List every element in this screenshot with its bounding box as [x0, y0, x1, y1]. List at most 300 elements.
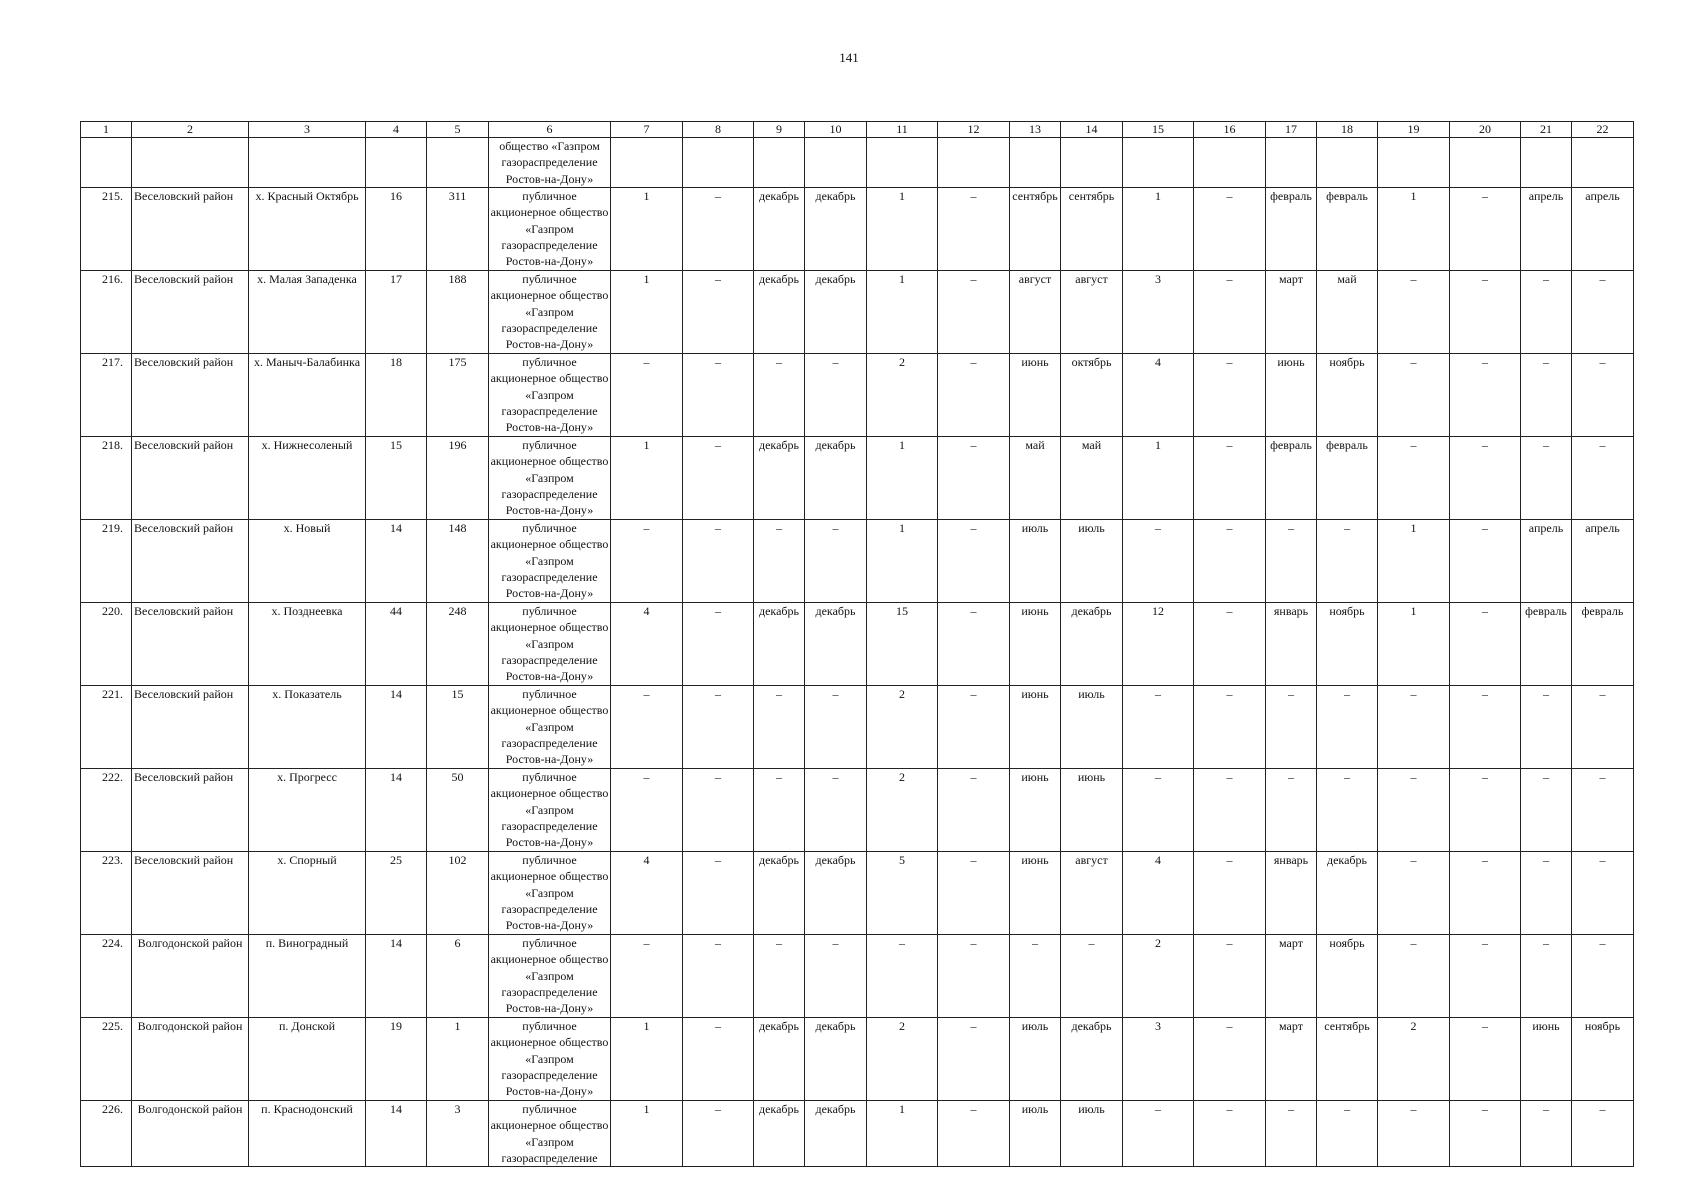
page-number: 141 [839, 50, 859, 65]
col17-cell: январь [1266, 603, 1317, 686]
col13-cell: – [1010, 935, 1061, 1018]
org-cell: публичное акционерное общество «Газпром газораспределение Ростов-на-Дону» [489, 188, 611, 271]
column-header-15: 15 [1123, 122, 1194, 138]
col11-cell: – [867, 935, 938, 1018]
district-cell: Веселовский район [132, 520, 249, 603]
col8-cell: – [683, 603, 754, 686]
col10-cell: декабрь [805, 1101, 867, 1167]
header-row [81, 122, 1634, 138]
org-cell: публичное акционерное общество «Газпром газораспределение Ростов-на-Дону» [489, 437, 611, 520]
table-row [81, 603, 1634, 686]
col12-cell: – [938, 271, 1010, 354]
col9-cell: декабрь [754, 1101, 805, 1167]
row-number: 222. [81, 769, 132, 852]
col15-cell: – [1123, 686, 1194, 769]
col19-cell: – [1378, 769, 1450, 852]
cell [249, 138, 366, 188]
row-number: 220. [81, 603, 132, 686]
cell [132, 138, 249, 188]
col4-cell: 18 [366, 354, 427, 437]
col7-cell: 1 [611, 188, 683, 271]
cell [611, 138, 683, 188]
col4-cell: 14 [366, 769, 427, 852]
settlement-cell: х. Показатель [249, 686, 366, 769]
col19-cell: – [1378, 686, 1450, 769]
col10-cell: – [805, 935, 867, 1018]
settlement-cell: х. Нижнесоленый [249, 437, 366, 520]
col4-cell: 16 [366, 188, 427, 271]
cell [754, 138, 805, 188]
col12-cell: – [938, 603, 1010, 686]
col18-cell: – [1317, 520, 1378, 603]
col13-cell: июль [1010, 1018, 1061, 1101]
col5-cell: 196 [427, 437, 489, 520]
col9-cell: декабрь [754, 852, 805, 935]
cell [867, 138, 938, 188]
col22-cell: апрель [1572, 520, 1634, 603]
col4-cell: 14 [366, 1101, 427, 1167]
table-row [81, 1018, 1634, 1101]
col7-cell: – [611, 520, 683, 603]
col16-cell: – [1194, 354, 1266, 437]
col14-cell: май [1061, 437, 1123, 520]
org-cell: публичное акционерное общество «Газпром газораспределение Ростов-на-Дону» [489, 1018, 611, 1101]
col10-cell: – [805, 354, 867, 437]
table-row [81, 852, 1634, 935]
col8-cell: – [683, 1018, 754, 1101]
col22-cell: апрель [1572, 188, 1634, 271]
col22-cell: – [1572, 852, 1634, 935]
org-cell: публичное акционерное общество «Газпром газораспределение Ростов-на-Дону» [489, 271, 611, 354]
col21-cell: апрель [1521, 188, 1572, 271]
row-number: 215. [81, 188, 132, 271]
col4-cell: 19 [366, 1018, 427, 1101]
col5-cell: 15 [427, 686, 489, 769]
col15-cell: 4 [1123, 852, 1194, 935]
col21-cell: – [1521, 271, 1572, 354]
col20-cell: – [1450, 271, 1521, 354]
col14-cell: август [1061, 852, 1123, 935]
col7-cell: – [611, 935, 683, 1018]
col19-cell: – [1378, 271, 1450, 354]
col18-cell: ноябрь [1317, 935, 1378, 1018]
col18-cell: сентябрь [1317, 1018, 1378, 1101]
col12-cell: – [938, 852, 1010, 935]
col12-cell: – [938, 437, 1010, 520]
col17-cell: – [1266, 686, 1317, 769]
table-row [81, 1101, 1634, 1167]
settlement-cell: х. Спорный [249, 852, 366, 935]
col14-cell: декабрь [1061, 603, 1123, 686]
col21-cell: – [1521, 354, 1572, 437]
col10-cell: декабрь [805, 852, 867, 935]
col13-cell: июнь [1010, 852, 1061, 935]
col18-cell: май [1317, 271, 1378, 354]
col13-cell: май [1010, 437, 1061, 520]
col11-cell: 1 [867, 1101, 938, 1167]
col14-cell: сентябрь [1061, 188, 1123, 271]
cell [1266, 138, 1317, 188]
col8-cell: – [683, 437, 754, 520]
table-row [81, 354, 1634, 437]
col5-cell: 248 [427, 603, 489, 686]
col7-cell: – [611, 769, 683, 852]
col20-cell: – [1450, 935, 1521, 1018]
cell [1194, 138, 1266, 188]
col11-cell: 1 [867, 188, 938, 271]
col14-cell: июль [1061, 686, 1123, 769]
col19-cell: – [1378, 354, 1450, 437]
col9-cell: декабрь [754, 603, 805, 686]
col18-cell: ноябрь [1317, 354, 1378, 437]
col19-cell: – [1378, 935, 1450, 1018]
col14-cell: июль [1061, 520, 1123, 603]
col21-cell: – [1521, 1101, 1572, 1167]
col12-cell: – [938, 686, 1010, 769]
col20-cell: – [1450, 852, 1521, 935]
col22-cell: февраль [1572, 603, 1634, 686]
cell [938, 138, 1010, 188]
col16-cell: – [1194, 603, 1266, 686]
col17-cell: – [1266, 1101, 1317, 1167]
col12-cell: – [938, 1018, 1010, 1101]
col21-cell: апрель [1521, 520, 1572, 603]
col18-cell: февраль [1317, 188, 1378, 271]
col18-cell: – [1317, 686, 1378, 769]
col20-cell: – [1450, 437, 1521, 520]
cell [805, 138, 867, 188]
col16-cell: – [1194, 852, 1266, 935]
col8-cell: – [683, 852, 754, 935]
col12-cell: – [938, 769, 1010, 852]
col12-cell: – [938, 354, 1010, 437]
col21-cell: февраль [1521, 603, 1572, 686]
column-header-12: 12 [938, 122, 1010, 138]
col10-cell: декабрь [805, 188, 867, 271]
col17-cell: июнь [1266, 354, 1317, 437]
col15-cell: 3 [1123, 271, 1194, 354]
col12-cell: – [938, 188, 1010, 271]
col19-cell: 1 [1378, 520, 1450, 603]
col17-cell: январь [1266, 852, 1317, 935]
col7-cell: 1 [611, 1018, 683, 1101]
col11-cell: 2 [867, 686, 938, 769]
col13-cell: июнь [1010, 354, 1061, 437]
col11-cell: 5 [867, 852, 938, 935]
col17-cell: март [1266, 1018, 1317, 1101]
table-row [81, 520, 1634, 603]
col9-cell: декабрь [754, 1018, 805, 1101]
col8-cell: – [683, 935, 754, 1018]
col9-cell: – [754, 354, 805, 437]
org-cell: публичное акционерное общество «Газпром газораспределение Ростов-на-Дону» [489, 852, 611, 935]
col4-cell: 25 [366, 852, 427, 935]
col22-cell: ноябрь [1572, 1018, 1634, 1101]
row-number: 224. [81, 935, 132, 1018]
district-cell: Веселовский район [132, 603, 249, 686]
col16-cell: – [1194, 935, 1266, 1018]
col4-cell: 17 [366, 271, 427, 354]
col20-cell: – [1450, 686, 1521, 769]
column-header-11: 11 [867, 122, 938, 138]
table-row [81, 271, 1634, 354]
row-number: 218. [81, 437, 132, 520]
col13-cell: сентябрь [1010, 188, 1061, 271]
column-header-20: 20 [1450, 122, 1521, 138]
settlement-cell: х. Прогресс [249, 769, 366, 852]
col22-cell: – [1572, 271, 1634, 354]
col16-cell: – [1194, 188, 1266, 271]
col15-cell: 1 [1123, 188, 1194, 271]
column-header-18: 18 [1317, 122, 1378, 138]
col18-cell: – [1317, 1101, 1378, 1167]
col22-cell: – [1572, 686, 1634, 769]
col11-cell: 2 [867, 354, 938, 437]
row-number: 216. [81, 271, 132, 354]
col5-cell: 188 [427, 271, 489, 354]
table-row [81, 769, 1634, 852]
col9-cell: декабрь [754, 271, 805, 354]
col10-cell: декабрь [805, 437, 867, 520]
col16-cell: – [1194, 769, 1266, 852]
col21-cell: – [1521, 935, 1572, 1018]
col16-cell: – [1194, 686, 1266, 769]
continuation-row [81, 138, 1634, 188]
col8-cell: – [683, 769, 754, 852]
col19-cell: 2 [1378, 1018, 1450, 1101]
col15-cell: 1 [1123, 437, 1194, 520]
col17-cell: – [1266, 769, 1317, 852]
col17-cell: – [1266, 520, 1317, 603]
cell [1061, 138, 1123, 188]
col21-cell: – [1521, 769, 1572, 852]
col7-cell: 4 [611, 852, 683, 935]
col18-cell: февраль [1317, 437, 1378, 520]
col15-cell: – [1123, 769, 1194, 852]
col20-cell: – [1450, 354, 1521, 437]
row-number: 219. [81, 520, 132, 603]
col10-cell: декабрь [805, 271, 867, 354]
col20-cell: – [1450, 1101, 1521, 1167]
col13-cell: июнь [1010, 769, 1061, 852]
org-cell: общество «Газпром газораспределение Ростов-на-Дону» [489, 138, 611, 188]
cell [427, 138, 489, 188]
col4-cell: 14 [366, 935, 427, 1018]
col16-cell: – [1194, 1101, 1266, 1167]
cell [1521, 138, 1572, 188]
district-cell: Веселовский район [132, 769, 249, 852]
col12-cell: – [938, 1101, 1010, 1167]
settlement-cell: х. Малая Западенка [249, 271, 366, 354]
column-header-21: 21 [1521, 122, 1572, 138]
col14-cell: июль [1061, 1101, 1123, 1167]
col17-cell: февраль [1266, 188, 1317, 271]
col7-cell: – [611, 686, 683, 769]
column-header-10: 10 [805, 122, 867, 138]
col10-cell: – [805, 686, 867, 769]
column-header-3: 3 [249, 122, 366, 138]
col5-cell: 148 [427, 520, 489, 603]
column-header-7: 7 [611, 122, 683, 138]
col13-cell: июль [1010, 1101, 1061, 1167]
col14-cell: – [1061, 935, 1123, 1018]
col20-cell: – [1450, 188, 1521, 271]
org-cell: публичное акционерное общество «Газпром газораспределение Ростов-на-Дону» [489, 686, 611, 769]
col8-cell: – [683, 354, 754, 437]
col17-cell: март [1266, 935, 1317, 1018]
table-row [81, 437, 1634, 520]
column-header-14: 14 [1061, 122, 1123, 138]
col9-cell: – [754, 935, 805, 1018]
district-cell: Веселовский район [132, 686, 249, 769]
col14-cell: июнь [1061, 769, 1123, 852]
org-cell: публичное акционерное общество «Газпром газораспределение Ростов-на-Дону» [489, 935, 611, 1018]
column-header-17: 17 [1266, 122, 1317, 138]
column-header-5: 5 [427, 122, 489, 138]
settlement-cell: п. Донской [249, 1018, 366, 1101]
col15-cell: 12 [1123, 603, 1194, 686]
col22-cell: – [1572, 354, 1634, 437]
col9-cell: декабрь [754, 188, 805, 271]
col19-cell: – [1378, 1101, 1450, 1167]
col7-cell: – [611, 354, 683, 437]
col19-cell: – [1378, 437, 1450, 520]
col10-cell: декабрь [805, 603, 867, 686]
col18-cell: декабрь [1317, 852, 1378, 935]
col21-cell: июнь [1521, 1018, 1572, 1101]
cell [1317, 138, 1378, 188]
district-cell: Веселовский район [132, 188, 249, 271]
col14-cell: октябрь [1061, 354, 1123, 437]
settlement-cell: х. Новый [249, 520, 366, 603]
row-number: 225. [81, 1018, 132, 1101]
col12-cell: – [938, 935, 1010, 1018]
col9-cell: – [754, 769, 805, 852]
org-cell: публичное акционерное общество «Газпром газораспределение Ростов-на-Дону» [489, 354, 611, 437]
row-number: 221. [81, 686, 132, 769]
col7-cell: 1 [611, 1101, 683, 1167]
col20-cell: – [1450, 520, 1521, 603]
org-cell: публичное акционерное общество «Газпром газораспределение Ростов-на-Дону» [489, 769, 611, 852]
district-cell: Волгодонской район [132, 935, 249, 1018]
col5-cell: 102 [427, 852, 489, 935]
col20-cell: – [1450, 769, 1521, 852]
col21-cell: – [1521, 686, 1572, 769]
settlement-cell: х. Маныч-Балабинка [249, 354, 366, 437]
col7-cell: 1 [611, 271, 683, 354]
col11-cell: 2 [867, 769, 938, 852]
schedule-table [80, 121, 1634, 1167]
cell [683, 138, 754, 188]
district-cell: Веселовский район [132, 437, 249, 520]
col21-cell: – [1521, 852, 1572, 935]
table-row [81, 935, 1634, 1018]
table-row [81, 686, 1634, 769]
col8-cell: – [683, 1101, 754, 1167]
district-cell: Веселовский район [132, 354, 249, 437]
col16-cell: – [1194, 271, 1266, 354]
col7-cell: 1 [611, 437, 683, 520]
col4-cell: 44 [366, 603, 427, 686]
col4-cell: 15 [366, 437, 427, 520]
col13-cell: июнь [1010, 686, 1061, 769]
col19-cell: – [1378, 852, 1450, 935]
col16-cell: – [1194, 520, 1266, 603]
col5-cell: 311 [427, 188, 489, 271]
col9-cell: – [754, 686, 805, 769]
col20-cell: – [1450, 1018, 1521, 1101]
col15-cell: 4 [1123, 354, 1194, 437]
col5-cell: 175 [427, 354, 489, 437]
org-cell: публичное акционерное общество «Газпром газораспределение Ростов-на-Дону» [489, 603, 611, 686]
col15-cell: 3 [1123, 1018, 1194, 1101]
col10-cell: – [805, 769, 867, 852]
column-header-8: 8 [683, 122, 754, 138]
settlement-cell: х. Позднеевка [249, 603, 366, 686]
district-cell: Волгодонской район [132, 1018, 249, 1101]
column-header-1: 1 [81, 122, 132, 138]
table-row [81, 188, 1634, 271]
col13-cell: июнь [1010, 603, 1061, 686]
col10-cell: – [805, 520, 867, 603]
col5-cell: 6 [427, 935, 489, 1018]
column-header-2: 2 [132, 122, 249, 138]
settlement-cell: п. Виноградный [249, 935, 366, 1018]
col22-cell: – [1572, 935, 1634, 1018]
cell [81, 138, 132, 188]
col9-cell: декабрь [754, 437, 805, 520]
col22-cell: – [1572, 437, 1634, 520]
col15-cell: 2 [1123, 935, 1194, 1018]
col22-cell: – [1572, 1101, 1634, 1167]
col18-cell: ноябрь [1317, 603, 1378, 686]
district-cell: Веселовский район [132, 271, 249, 354]
col18-cell: – [1317, 769, 1378, 852]
column-header-6: 6 [489, 122, 611, 138]
col16-cell: – [1194, 437, 1266, 520]
col19-cell: 1 [1378, 603, 1450, 686]
col11-cell: 1 [867, 437, 938, 520]
col11-cell: 1 [867, 271, 938, 354]
col21-cell: – [1521, 437, 1572, 520]
cell [1450, 138, 1521, 188]
column-header-13: 13 [1010, 122, 1061, 138]
col9-cell: – [754, 520, 805, 603]
col22-cell: – [1572, 769, 1634, 852]
settlement-cell: п. Краснодонский [249, 1101, 366, 1167]
settlement-cell: х. Красный Октябрь [249, 188, 366, 271]
col11-cell: 1 [867, 520, 938, 603]
row-number: 217. [81, 354, 132, 437]
col16-cell: – [1194, 1018, 1266, 1101]
col5-cell: 50 [427, 769, 489, 852]
column-header-22: 22 [1572, 122, 1634, 138]
col17-cell: февраль [1266, 437, 1317, 520]
col13-cell: август [1010, 271, 1061, 354]
col8-cell: – [683, 520, 754, 603]
col8-cell: – [683, 686, 754, 769]
column-header-4: 4 [366, 122, 427, 138]
col12-cell: – [938, 520, 1010, 603]
org-cell: публичное акционерное общество «Газпром газораспределение Ростов-на-Дону» [489, 520, 611, 603]
col14-cell: август [1061, 271, 1123, 354]
row-number: 223. [81, 852, 132, 935]
col7-cell: 4 [611, 603, 683, 686]
col10-cell: декабрь [805, 1018, 867, 1101]
cell [1572, 138, 1634, 188]
col17-cell: март [1266, 271, 1317, 354]
col11-cell: 2 [867, 1018, 938, 1101]
